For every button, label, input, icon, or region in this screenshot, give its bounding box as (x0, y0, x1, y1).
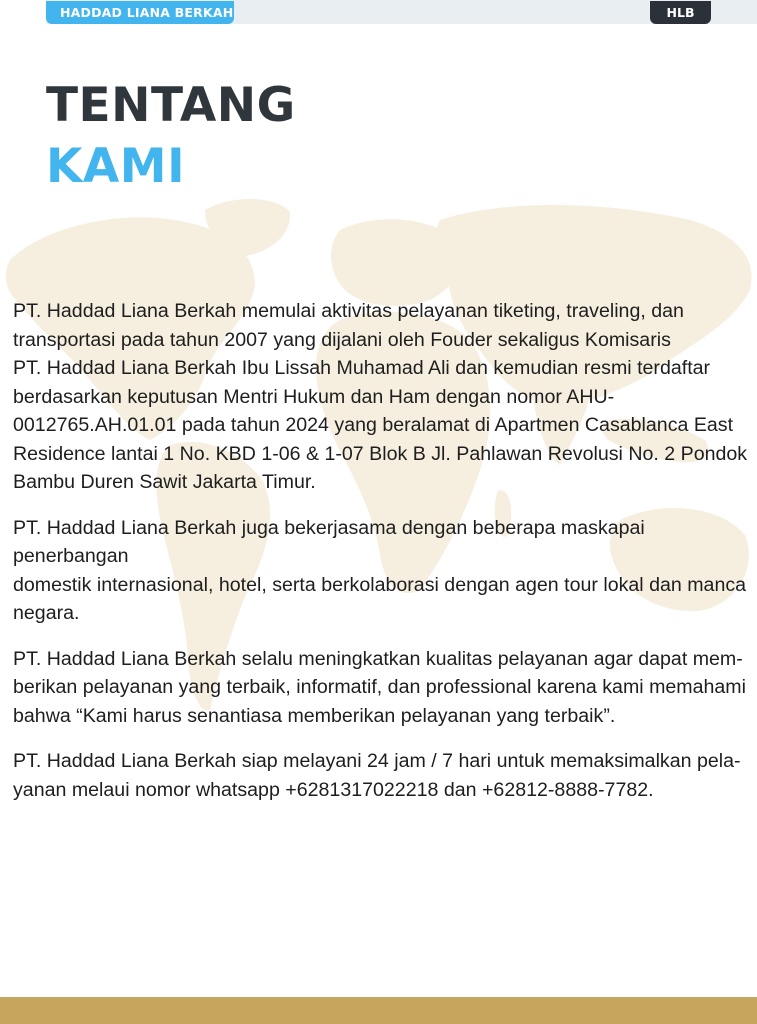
page-title-line1: TENTANG (46, 78, 296, 133)
code-label: HLB (650, 1, 711, 24)
header-spacer (0, 0, 46, 24)
paragraph-contact: PT. Haddad Liana Berkah siap melayani 24 jam / 7 hari untuk memaksimalkan pela- yanan melaui nomor whatsapp +6281317022218 dan +62812-8888-7782. (13, 750, 741, 801)
paragraph-quality: PT. Haddad Liana Berkah selalu meningkatkan kualitas pelayanan agar dapat mem- berikan pelayanan yang terbaik, informatif, dan professional karena kami memahami bahwa “Kami harus senantiasa memberikan pelayanan yang terbaik”. (13, 647, 746, 727)
page-title-line2: KAMI (46, 139, 186, 194)
paragraph-partners: PT. Haddad Liana Berkah juga bekerjasama dengan beberapa maskapai penerbangan domestik internasional, hotel, serta berkolaborasi dengan agen tour lokal dan manca negara. (13, 516, 747, 624)
brand-label: HADDAD LIANA BERKAH (46, 1, 234, 24)
about-content (13, 297, 757, 821)
footer-bar (0, 997, 757, 1024)
paragraph-history: PT. Haddad Liana Berkah memulai aktivitas pelayanan tiketing, traveling, dan transportasi pada tahun 2007 yang dijalani oleh Fouder sekaligus Komisaris PT. Haddad Liana Berkah Ibu Lissah Muhamad Ali dan kemudian resmi terdaftar berdasarkan keputusan Mentri Hukum dan Ham dengan nomor AHU- 0012765.AH.01.01 pada tahun 2024 yang beralamat di Apartmen Casablanca East Residence lantai 1 No. KBD 1-06 & 1-07 Blok B Jl. Pahlawan Revolusi No. 2 Pondok Bambu Duren Sawit Jakarta Timur. (13, 300, 748, 493)
